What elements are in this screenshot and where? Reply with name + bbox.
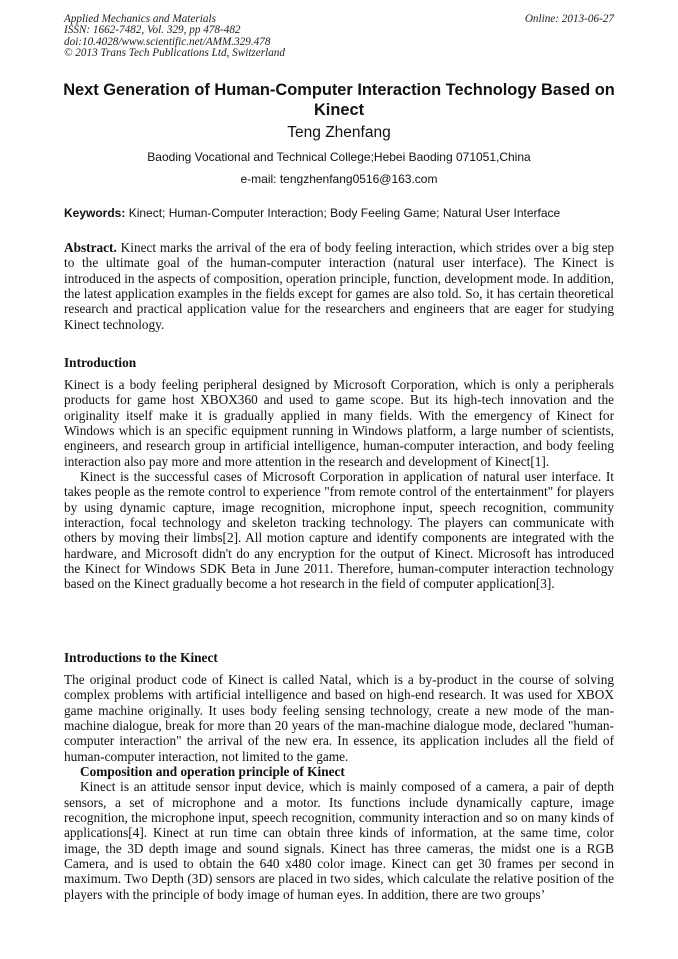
keywords xyxy=(64,206,624,220)
journal-name: Applied Mechanics and Materials xyxy=(64,13,216,25)
section-introductions-to-kinect xyxy=(64,672,614,902)
paragraph: Kinect is an attitude sensor input device, which is mainly composed of a camera, a pair of depth sensors, a set of microphone and a motor. Its functions include dynamically capture, image recognition, the microphone input, speech recognition, community interaction and so on many kinds of applications[4]. Kinect at run time can obtain three kinds of information, at the same time, color image, the 3D depth image and sound signals. Kinect has three cameras, the midst one is a RGB Camera, and is used to obtain the 640 x480 color image. Kinect can get 30 frames per second in maximum. Two Depth (3D) sensors are placed in two sides, which calculate the relative position of the players with the principle of body image of human eyes. In addition, there are two groups’ xyxy=(64,779,614,902)
author-affiliation: Baoding Vocational and Technical College;Hebei Baoding 071051,China xyxy=(147,150,531,164)
paragraph: The original product code of Kinect is called Natal, which is a by-product in the course of solving complex problems with artificial intelligence and based on high-end research. It was used for XBOX game machine originally. It uses body feeling sensing technology, create a new mode of the man-machine dialogue, break for more than 20 years of the man-machine dialogue mode, declared "human-computer interaction" the arrival of the new era. In essence, its application includes all the field of human-computer interaction, not limited to the game. xyxy=(64,672,614,764)
online-date: Online: 2013-06-27 xyxy=(524,13,614,25)
journal-copyright: © 2013 Trans Tech Publications Ltd, Switzerland xyxy=(64,47,285,60)
paper-title: Next Generation of Human-Computer Interaction Technology Based on Kinect xyxy=(63,81,615,119)
section-heading-introduction: Introduction xyxy=(64,355,137,370)
abstract xyxy=(64,240,614,332)
abstract-label: Abstract. xyxy=(64,240,117,255)
subsection-heading-composition: Composition and operation principle of Kinect xyxy=(80,764,345,780)
abstract-text: Kinect marks the arrival of the era of body feeling interaction, which strides over a big step to the ultimate goal of the human-computer interaction (natural user interface). The Kinect is introduced in the aspects of composition, operation principle, function, development mode. In addition, the latest application examples in the fields except for games are also told. So, it has certain theoretical research and practical application value for the researchers and engineers that are eager for studying Kinect technology. xyxy=(64,240,615,332)
section-heading-introductions-to-kinect: Introductions to the Kinect xyxy=(64,650,218,665)
paragraph: Kinect is a body feeling peripheral designed by Microsoft Corporation, which is only a peripherals products for game host XBOX360 and used to game scope. But its high-tech innovation and the originality itself make it is gradually applied in many fields. With the emergency of Kinect for Windows which is an specific equipment running in Windows platform, a large number of scientists, engineers, and research group in artificial intelligence, human-computer interaction, and body feeling interaction also pay more and more attention in the research and development of Kinect[1]. xyxy=(64,377,614,469)
paragraph: Kinect is the successful cases of Microsoft Corporation in application of natural user interface. It takes people as the remote control to experience "from remote control of the entertainment" for players by using dynamic capture, image recognition, microphone input, speech recognition, community interaction, focal technology and skeleton tracking technology. The players can communicate with others by moving their limbs[2]. All motion capture and identify components are integrated with the hardware, and Microsoft didn't do any encryption for the output of Kinect. Microsoft has introduced the Kinect for Windows SDK Beta in June 2011. Therefore, human-computer interaction technology based on the Kinect gradually become a hot research in the field of computer application[3]. xyxy=(64,469,614,592)
journal-issn: ISSN: 1662-7482, Vol. 329, pp 478-482 xyxy=(64,24,241,37)
paper-author: Teng Zhenfang xyxy=(287,124,391,141)
journal-doi: doi:10.4028/www.scientific.net/AMM.329.478 xyxy=(64,35,271,48)
keywords-text: Kinect; Human-Computer Interaction; Body Feeling Game; Natural User Interface xyxy=(128,206,561,220)
keywords-label: Keywords: xyxy=(64,206,126,220)
section-introduction xyxy=(64,377,614,592)
author-email: e-mail: tengzhenfang0516@163.com xyxy=(240,172,438,186)
journal-info xyxy=(64,14,285,60)
